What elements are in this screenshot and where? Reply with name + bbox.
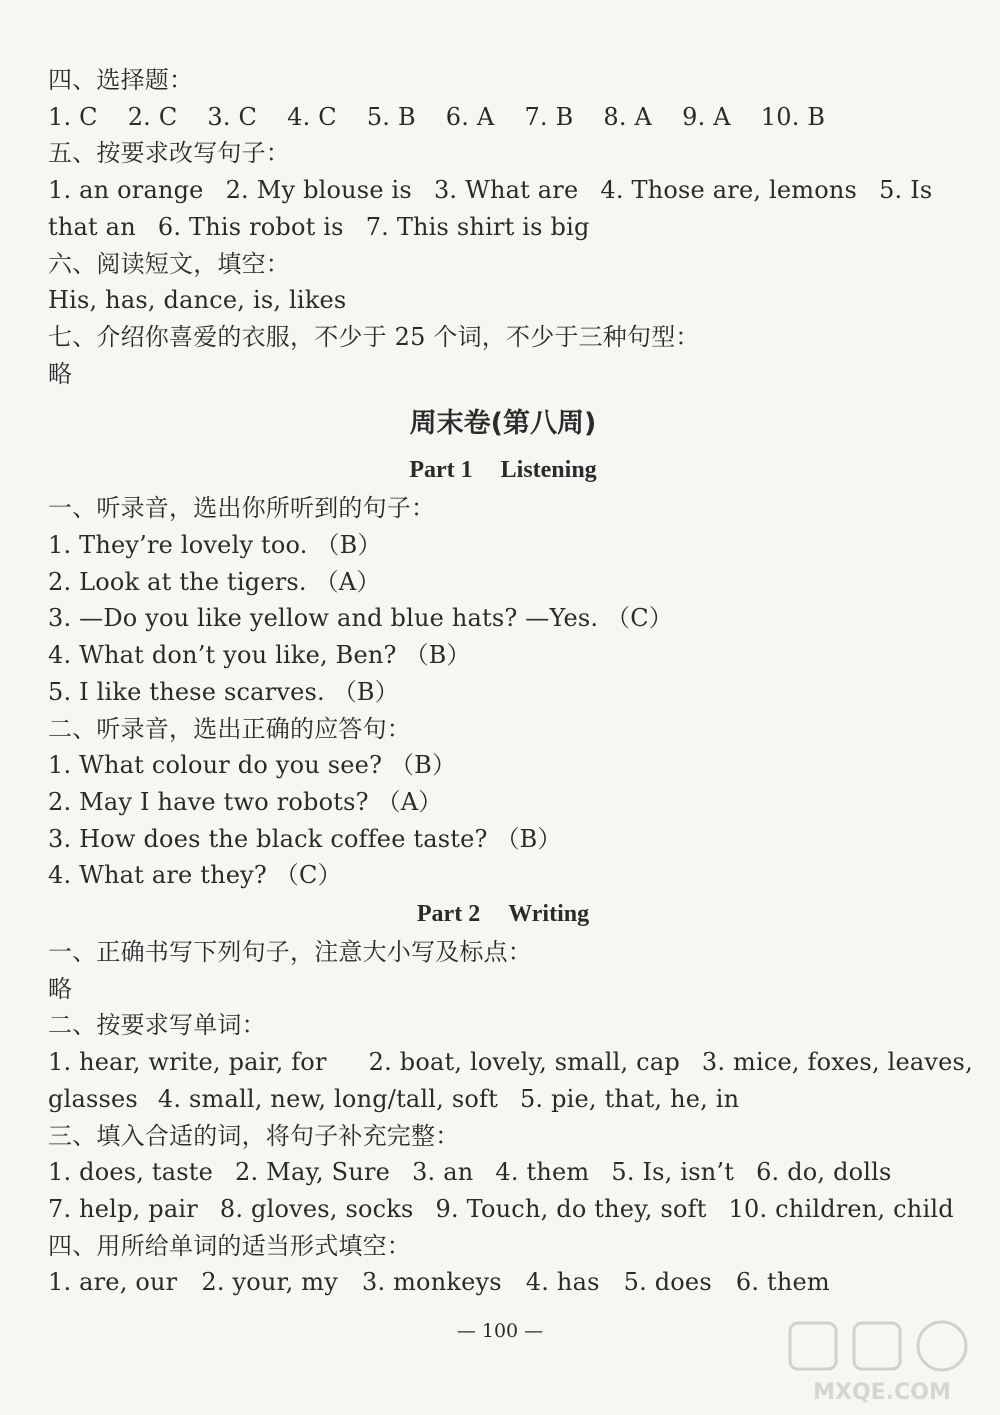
answer-item: 3. mice, foxes, leaves, <box>701 1048 973 1077</box>
watermark-frame <box>918 1322 966 1370</box>
choice-answers <box>48 99 948 136</box>
answer-item: 2. My blouse is <box>225 176 412 205</box>
reading-answer: His, has, dance, is, likes <box>48 286 347 315</box>
answer-line <box>48 1191 954 1228</box>
answer-line <box>48 1154 948 1191</box>
answer-line: 5. I like these scarves. （B） <box>48 677 399 706</box>
answer-item: 2. C <box>127 102 178 131</box>
section-heading: 五、按要求改写句子： <box>48 139 290 168</box>
question-heading: 二、听录音，选出正确的应答句： <box>48 714 411 743</box>
answer-item: 6. This robot is <box>157 212 344 241</box>
part-name: Listening <box>500 457 597 484</box>
intro-answer: 略 <box>48 359 73 388</box>
answer-item: 5. B <box>366 102 416 131</box>
question-heading: 三、填入合适的词，将句子补充完整： <box>48 1121 460 1150</box>
answer-line: 3. —Do you like yellow and blue hats? —Yes. （C） <box>48 604 674 633</box>
answer-item: 5. Is <box>879 176 933 205</box>
watermark-logo <box>782 1317 982 1409</box>
answer-item: 2. boat, lovely, small, cap <box>368 1048 680 1077</box>
answer-item: 1. are, our <box>48 1268 178 1297</box>
answer-item: 4. Those are, lemons <box>600 176 858 205</box>
answer-line <box>48 1081 948 1118</box>
answer-item: 4. them <box>495 1158 590 1187</box>
watermark-frame <box>790 1323 836 1369</box>
watermark-url: MXQE.COM <box>813 1380 951 1405</box>
answer-item: 6. them <box>735 1268 830 1297</box>
answer-item: 3. monkeys <box>361 1268 502 1297</box>
section-heading: 四、选择题： <box>48 66 194 94</box>
answer-item: 1. an orange <box>48 176 204 205</box>
answer-item: 6. A <box>445 102 495 131</box>
answer-line: 1. They’re lovely too. （B） <box>48 531 382 560</box>
part-label: Part 2 <box>416 901 481 928</box>
answer-line: 2. May I have two robots? （A） <box>48 787 443 816</box>
answer-item: 5. pie, that, he, in <box>519 1084 740 1113</box>
answer-line: 4. What are they? （C） <box>48 861 342 890</box>
page-number: — 100 — <box>456 1320 544 1342</box>
answer-item: 7. B <box>524 102 574 131</box>
answer-line: 3. How does the black coffee taste? （B） <box>48 824 562 853</box>
answer-item: 9. A <box>682 102 731 131</box>
question-heading: 四、用所给单词的适当形式填空： <box>48 1231 411 1260</box>
answer-item: 1. does, taste <box>48 1158 214 1187</box>
section-heading: 六、阅读短文，填空： <box>48 249 290 278</box>
part-heading <box>48 450 948 490</box>
answer-item: 4. has <box>525 1268 600 1297</box>
part-heading <box>48 894 948 934</box>
answer-item: glasses <box>48 1084 138 1113</box>
answer-item: 3. C <box>207 102 258 131</box>
question-heading: 一、听录音，选出你所听到的句子： <box>48 494 436 523</box>
answer-item: 2. your, my <box>201 1268 338 1297</box>
answer-item: 2. May, Sure <box>235 1158 391 1187</box>
watermark-frame <box>854 1323 900 1369</box>
answer-page <box>48 62 973 1301</box>
part-name: Writing <box>508 901 590 928</box>
answer-item: 4. C <box>287 102 337 131</box>
answer-item: 1. hear, write, pair, for <box>48 1048 327 1077</box>
answer-line: 1. What colour do you see? （B） <box>48 751 457 780</box>
part-label: Part 1 <box>409 457 473 484</box>
answer-item: 10. children, child <box>728 1194 954 1223</box>
answer-item: 3. an <box>412 1158 474 1187</box>
answer-line <box>48 1264 948 1301</box>
answer-item: 10. B <box>760 102 826 131</box>
answer-item: 8. A <box>603 102 653 131</box>
answer-line: 2. Look at the tigers. （A） <box>48 567 381 596</box>
answer-item: that an <box>48 212 136 241</box>
answer-item: 1. C <box>48 102 98 131</box>
question-heading: 一、正确书写下列句子，注意大小写及标点： <box>48 938 532 967</box>
answer-item: 6. do, dolls <box>756 1158 892 1187</box>
answer-line: 略 <box>48 974 73 1003</box>
answer-item: 9. Touch, do they, soft <box>435 1194 707 1223</box>
answer-item: 8. gloves, socks <box>219 1194 414 1223</box>
answer-item: 7. help, pair <box>48 1194 198 1223</box>
answer-line: 4. What don’t you like, Ben? （B） <box>48 641 471 670</box>
answer-item: 4. small, new, long/tall, soft <box>157 1084 498 1113</box>
rewrite-answers-line <box>48 209 948 246</box>
answer-item: 5. Is, isn’t <box>611 1158 735 1187</box>
question-heading: 二、按要求写单词： <box>48 1011 266 1040</box>
answer-line <box>48 1044 973 1081</box>
weekend-paper-title: 周末卷(第八周) <box>409 408 597 440</box>
answer-item: 7. This shirt is big <box>365 212 590 241</box>
rewrite-answers-line <box>48 172 948 209</box>
section-heading: 七、介绍你喜爱的衣服，不少于 25 个词，不少于三种句型： <box>48 322 700 351</box>
answer-item: 5. does <box>623 1268 712 1297</box>
answer-item: 3. What are <box>433 176 579 205</box>
